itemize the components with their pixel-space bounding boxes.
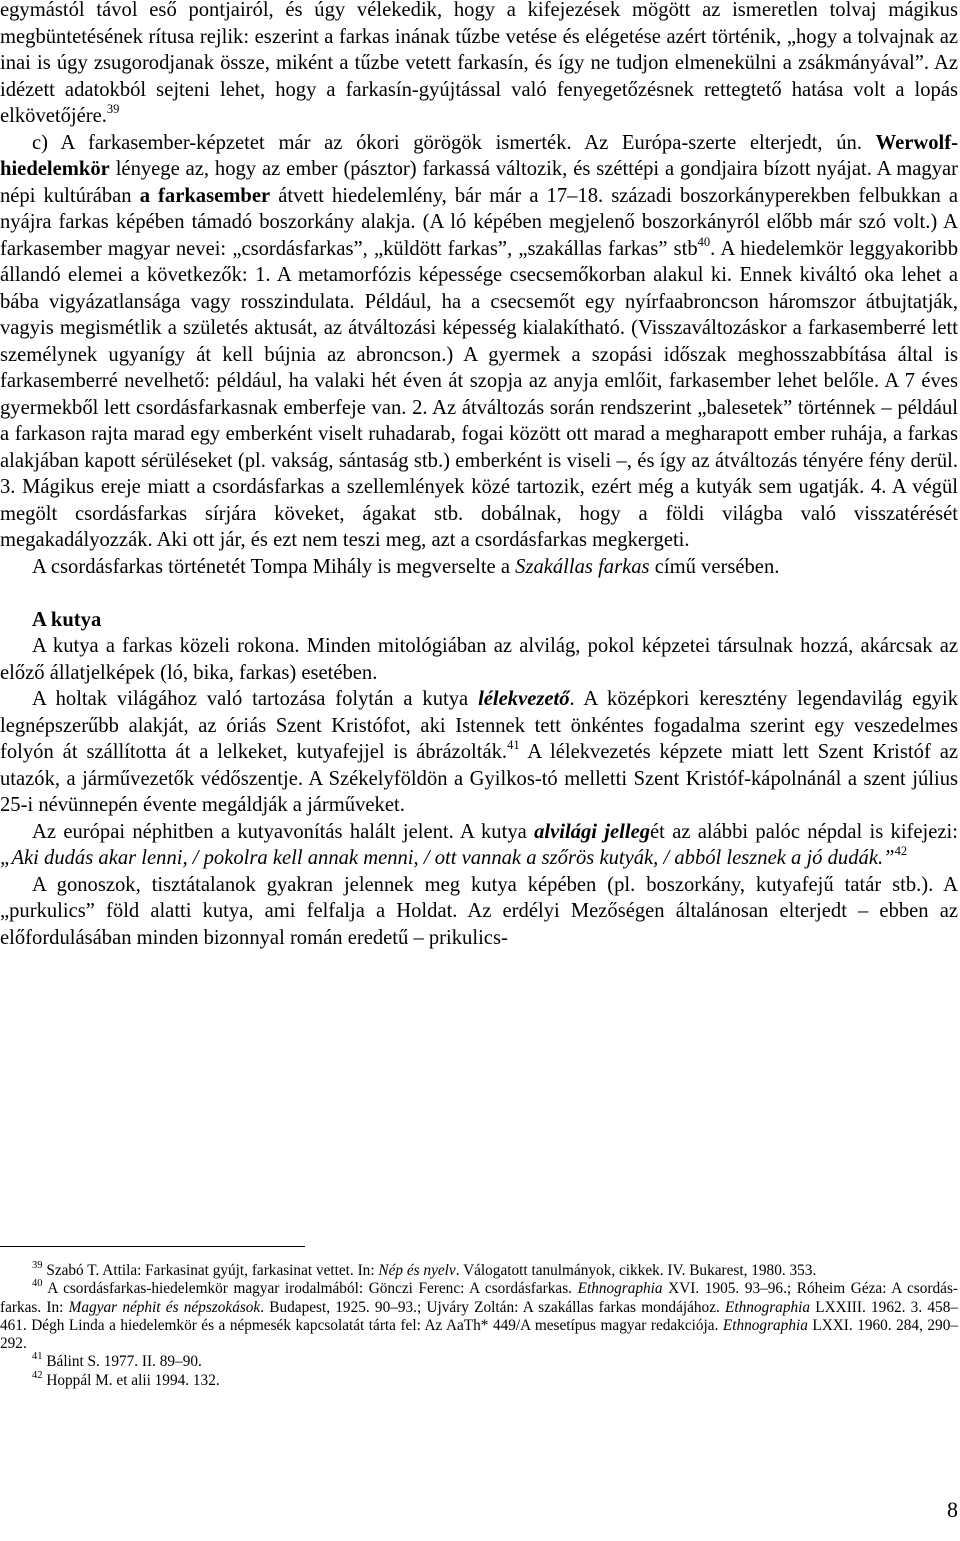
- section-heading-kutya: A kutya: [32, 608, 102, 631]
- footnote-ref-39[interactable]: 39: [106, 102, 120, 116]
- term-lelekvezeto: lélekvezető: [478, 688, 570, 710]
- footnote-separator: [0, 1246, 305, 1247]
- footnotes: [0, 1262, 958, 1390]
- footnote-42: $^{42}$ Hoppál M. et alii 1994. 132.: [32, 1369, 220, 1389]
- paragraph-wolf-sinew: egymástól távol eső pontjairól, és úgy vélekedik, hogy a kifejezések mögött az ismeretlen tolvaj mágikus megbüntetésének rítusa rejlik: eszerint a farkas inának tűzbe vetése és elégetése azért történik, „hogy a tolvajnak az inai is úgy zsugorodjanak össze, miként a tűzbe vetett farkasín, és így ne tudjon elmenekülni a zsákmányával”. Az idézett adatokból sejteni lehet, hogy a farkasín-gyújtással való fenyegetőzésnek rettegtető hatása volt a lopás elkövetőjére.$^{39}$: [0, 0, 958, 127]
- footnote-ref-40[interactable]: 40: [697, 234, 711, 249]
- footnote-ref-41[interactable]: 41: [507, 738, 520, 752]
- footnote-39: $^{39}$ Szabó T. Attila: Farkasinat gyújt, farkasinat vettet. In: Nép és nyelv. Válogatott tanulmányok, cikkek. IV. Bukarest, 1980. 353.: [32, 1260, 817, 1279]
- term-farkasember: a farkasember: [139, 184, 271, 207]
- paragraph-kutya-intro: A kutya a farkas közeli rokona. Minden mitológiában az alvilág, pokol képzetei társulnak hozzá, akárcsak az előző állatjelképek (ló, bika, farkas) esetében.: [0, 635, 958, 684]
- paragraph-kutyavonitas: Az európai néphitben a kutyavonítás halált jelent. A kutya alvilági jellegét az alábbi palóc népdal is kifejezi: „Aki dudás akar lenni, / pokolra kell annak menni, / ott vannak a szőrös kutyák, / abból lesznek a jó dudák.”$^{42}$: [0, 820, 958, 869]
- term-werwolf: Werwolf-hiedelemkör: [0, 131, 958, 180]
- footnote-40: $^{40}$ A csordásfarkas-hiedelemkör magyar irodalmából: Gönczi Ferenc: A csordásfarkas. Ethnographia XVI. 1905. 93–96.; Róheim Géza: A csordás-farkas. In: Magyar néphit és népszokások. Budapest, 1925. 90–93.; Ujváry Zoltán: A szakállas farkas mondájához. Ethnographia LXXIII. 1962. 3. 458–461. Dégh Linda a hiedelemkör és a népmesék kapcsolatát tárta fel: Az AaTh* 449/A mesetípus magyar redakciója. Ethnographia LXXI. 1960. 284, 290–292.: [0, 1278, 958, 1353]
- page-number: 8: [947, 1497, 958, 1522]
- paragraph-lelekvezeto: A holtak világához való tartozása folytán a kutya lélekvezető. A középkori keresztény legendavilág egyik legnépszerűbb alakját, az óriás Szent Kristófot, aki Istennek tett önkéntes fogadalma szerint egy veszedelmes folyón át szállította át a lelkeket, kutyafejjel is ábrázolták.$^{41}$ A lélekvezetés képzete miatt lett Szent Kristóf az utazók, a járművezetők védőszentje. A Székelyföldön a Gyilkos-tó melletti Szent Kristóf-kápolnánál a szent július 25-i névünnepén évente megáldják a járműveket.: [0, 688, 958, 816]
- blank-line: [0, 580, 958, 607]
- footnote-ref-42[interactable]: 42: [894, 844, 908, 858]
- paragraph-gonoszok: A gonoszok, tisztátalanok gyakran jelennek meg kutya képében (pl. boszorkány, kutyafejű tatár stb.). A „purkulics” föld alatti kutya, ami felfalja a Holdat. Az erdélyi Mezőségen általánosan elterjedt – ebben az előfordulásában minden bizonnyal román eredetű – prikulics-: [0, 873, 958, 949]
- term-alvilagi-jelleg: alvilági jelleg: [534, 820, 651, 843]
- title-szakallas-farkas: Szakállas farkas: [515, 555, 650, 578]
- paragraph-tompa: A csordásfarkas történetét Tompa Mihály is megverselte a Szakállas farkas című versében.: [32, 555, 780, 578]
- footnote-41: $^{41}$ Bálint S. 1977. II. 89–90.: [32, 1351, 202, 1371]
- folk-song-quote: „Aki dudás akar lenni, / pokolra kell annak menni, / ott vannak a szőrös kutyák, / abból lesznek a jó dudák.”: [0, 847, 895, 869]
- paragraph-werewolf: c) A farkasember-képzetet már az ókori görögök ismerték. Az Európa-szerte elterjedt, ún. Werwolf-hiedelemkör lényege az, hogy az ember (pásztor) farkassá változik, és széttépi a gondjaira bízott nyájat. A magyar népi kultúrában a farkasember átvett hiedelemlény, bár már a 17–18. századi boszorkányperekben felbukkan a nyájra farkas képében támadó boszorkány alakja. (A ló képében megjelenő boszorkányról előbb már szó volt.) A farkasember magyar nevei: „csordásfarkas”, „küldött farkas”, „szakállas farkas” stb$^{40}$. A hiedelemkör leggyakoribb állandó elemei a következők: 1. A metamorfózis képessége csecsemőkorban alakul ki. Ennek kiváltó oka lehet a bába vigyázatlansága vagy rosszindulata. Például, ha a csecsemőt egy nyírfaabroncson háromszor átbujtatják, vagyis megismétlik a születés aktusát, az átváltozási képesség kialakítható. (Visszaváltozáskor a farkasemberré lett személynek ugyanígy át kell bújnia az abroncson.) A gyermek a szopási időszak meghosszabbítása által is farkasemberré nevelhető: például, ha valaki hét éven át szopja az anyja emlőit, farkasember lehet belőle. A 7 éves gyermekből lett csordásfarkasnak emberfeje van. 2. Az átváltozás során rendszerint „balesetek” történnek – például a farkason rajta marad egy emberként viselt ruhadarab, fogai között ott marad a megharapott ember ruhája, a farkas alakjában kapott sérüléseket (pl. vakság, sántaság stb.) emberként is viseli –, és így az átváltozás tényére fény derül. 3. Mágikus ereje miatt a csordásfarkas a szellemlények közé tartozik, ezért még a kutyák sem ugatják. 4. A végül megölt csordásfarkas sírjára köveket, ágakat stb. dobálnak, hogy a földi világba való visszatérését megakadályozzák. Aki ott jár, és ezt nem teszi meg, azt a csordásfarkas megkergeti.: [0, 131, 958, 551]
